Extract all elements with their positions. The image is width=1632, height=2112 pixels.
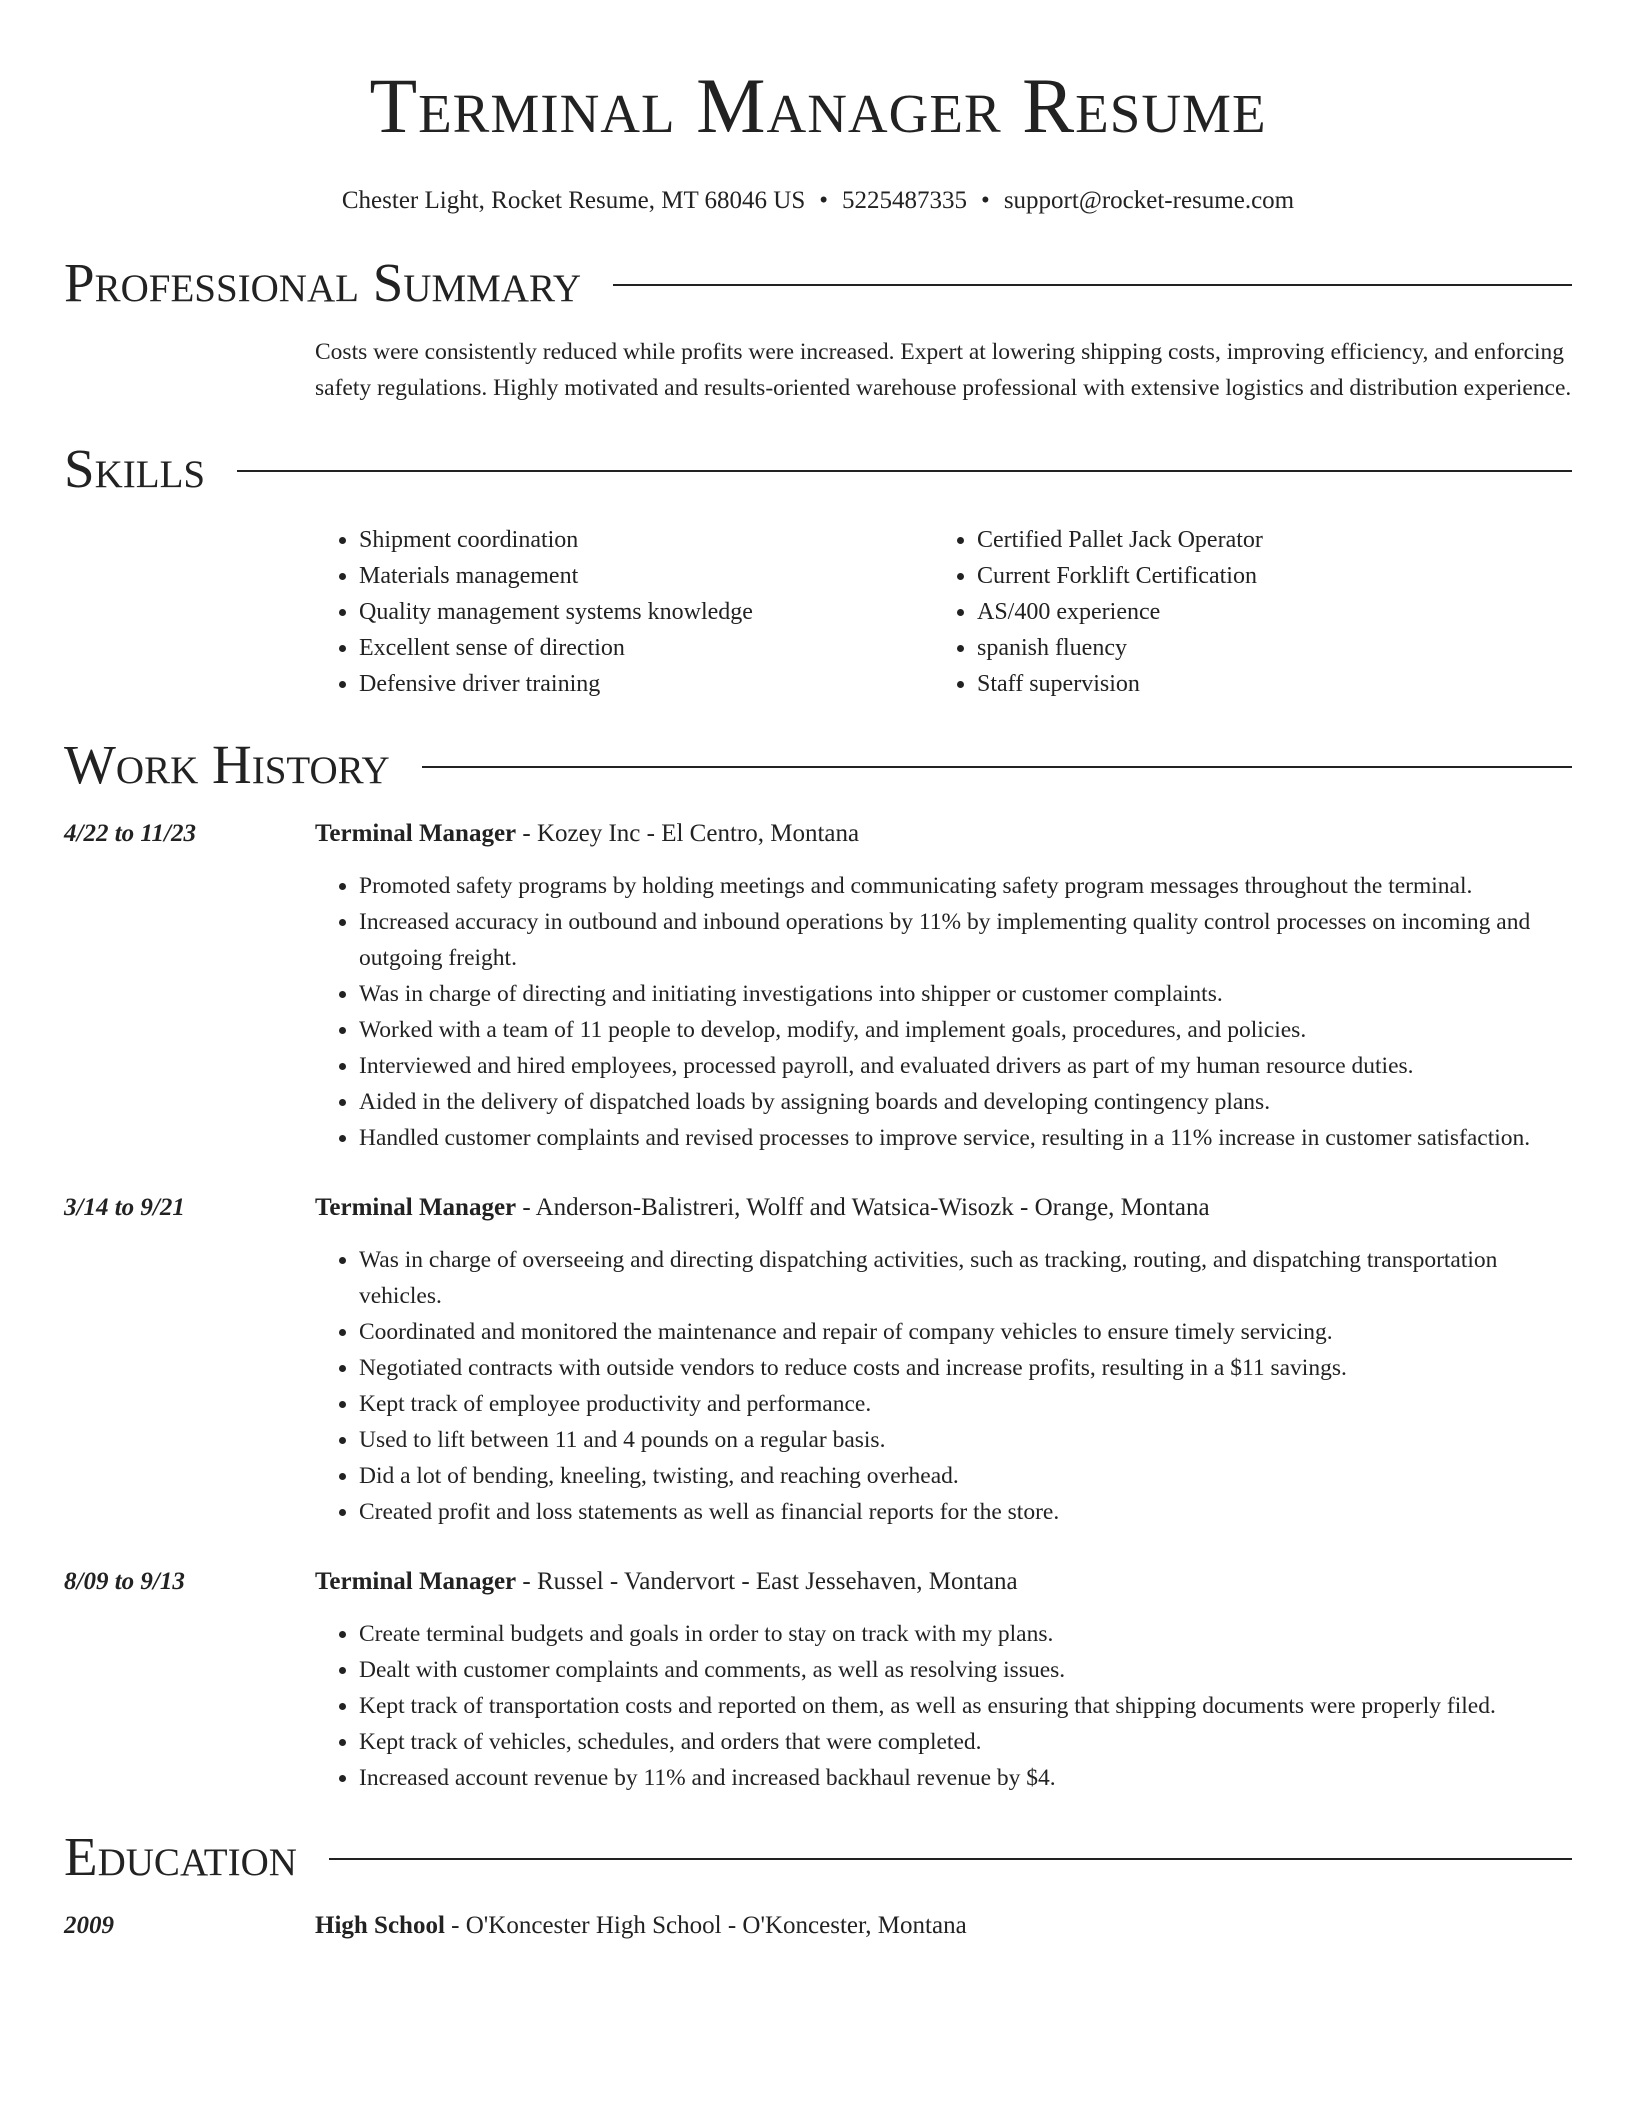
contact-separator: •: [981, 187, 990, 214]
job-title: Terminal Manager: [315, 1194, 517, 1221]
skill-item: • Excellent sense of direction: [359, 630, 933, 666]
education-entry: [64, 1908, 1572, 1944]
job-bullet: • Interviewed and hired employees, processed payroll, and evaluated drivers as part of my human resource duties.: [359, 1048, 1572, 1084]
contact-separator: •: [819, 187, 829, 214]
job-bullet: • Used to lift between 11 and 4 pounds on a regular basis.: [359, 1422, 1572, 1458]
job-details: - Anderson-Balistreri, Wolff and Watsica-Wisozk - Orange, Montana: [516, 1194, 1210, 1221]
skill-item: • Materials management: [359, 558, 933, 594]
job-bullet: • Increased accuracy in outbound and inbound operations by 11% by implementing quality control processes on incoming and outgoing freight.: [359, 904, 1572, 976]
job-bullet: • Aided in the delivery of dispatched loads by assigning boards and developing contingency plans.: [359, 1084, 1572, 1120]
education-heading: Education: [64, 1826, 297, 1887]
skills-section-header: [64, 436, 1572, 502]
section-divider: [613, 284, 1572, 286]
section-divider: [237, 470, 1572, 472]
education-year: 2009: [64, 1912, 114, 1939]
work-heading: Work History: [64, 734, 390, 795]
summary-heading: Professional Summary: [64, 252, 582, 313]
job-bullet: • Coordinated and monitored the maintenance and repair of company vehicles to ensure timely servicing.: [359, 1314, 1572, 1350]
skill-item: • spanish fluency: [977, 630, 1263, 666]
summary-section-header: [64, 250, 1572, 316]
section-divider: [422, 766, 1572, 768]
job-title-line: [315, 816, 859, 852]
skills-column-left: [315, 522, 933, 702]
job-bullet: • Dealt with customer complaints and comments, as well as resolving issues.: [359, 1652, 1572, 1688]
job-title-line: [315, 1564, 1018, 1600]
skill-item: • Current Forklift Certification: [977, 558, 1263, 594]
contact-phone: 5225487335: [842, 187, 968, 214]
job-title: Terminal Manager: [315, 1568, 517, 1595]
job-bullet: • Increased account revenue by 11% and increased backhaul revenue by $4.: [359, 1760, 1572, 1796]
education-details: - O'Koncester High School - O'Koncester, Montana: [444, 1912, 967, 1939]
job-entry: [64, 816, 1572, 1156]
job-bullet: • Promoted safety programs by holding meetings and communicating safety program messages throughout the terminal.: [359, 868, 1572, 904]
job-bullet: • Kept track of transportation costs and reported on them, as well as ensuring that shipping documents were properly filed.: [359, 1688, 1572, 1724]
job-dates: 4/22 to 11/23: [64, 820, 196, 847]
contact-address: Chester Light, Rocket Resume, MT 68046 US: [341, 187, 806, 214]
job-bullet: • Was in charge of overseeing and directing dispatching activities, such as tracking, routing, and dispatching transportation vehicles.: [359, 1242, 1572, 1314]
job-bullet: • Was in charge of directing and initiating investigations into shipper or customer complaints.: [359, 976, 1572, 1012]
job-dates: 8/09 to 9/13: [64, 1568, 185, 1595]
job-entry: [64, 1190, 1572, 1530]
job-bullet: • Did a lot of bending, kneeling, twisting, and reaching overhead.: [359, 1458, 1572, 1494]
job-bullet: • Create terminal budgets and goals in order to stay on track with my plans.: [359, 1616, 1572, 1652]
section-divider: [329, 1858, 1572, 1860]
job-bullets: [315, 1616, 1572, 1796]
job-bullet: • Handled customer complaints and revised processes to improve service, resulting in a 11% increase in customer satisfaction.: [359, 1120, 1572, 1156]
job-entry: [64, 1564, 1572, 1796]
resume-title: Terminal Manager Resume: [369, 62, 1267, 149]
job-bullets: [315, 1242, 1572, 1530]
job-header: [64, 816, 1572, 852]
job-details: - Russel - Vandervort - East Jessehaven, Montana: [516, 1568, 1018, 1595]
job-header: [64, 1190, 1572, 1226]
job-bullet: • Worked with a team of 11 people to develop, modify, and implement goals, procedures, and policies.: [359, 1012, 1572, 1048]
education-degree: High School: [315, 1912, 445, 1939]
job-bullet: • Kept track of employee productivity and performance.: [359, 1386, 1572, 1422]
job-bullet: • Created profit and loss statements as well as financial reports for the store.: [359, 1494, 1572, 1530]
contact-email[interactable]: support@rocket-resume.com: [1003, 187, 1295, 214]
work-section-header: [64, 732, 1572, 798]
skill-item: • Shipment coordination: [359, 522, 933, 558]
job-header: [64, 1564, 1572, 1600]
skill-item: • Staff supervision: [977, 666, 1263, 702]
skill-item: • Certified Pallet Jack Operator: [977, 522, 1263, 558]
skill-item: • AS/400 experience: [977, 594, 1263, 630]
skills-heading: Skills: [64, 438, 206, 499]
education-line: [315, 1908, 967, 1944]
job-bullet: • Negotiated contracts with outside vendors to reduce costs and increase profits, resulting in a $11 savings.: [359, 1350, 1572, 1386]
skill-item: • Quality management systems knowledge: [359, 594, 933, 630]
summary-text: Costs were consistently reduced while profits were increased. Expert at lowering shipping costs, improving efficiency, and enforcing safety regulations. Highly motivated and results-oriented warehouse professional with extensive logistics and distribution experience.: [315, 339, 1572, 401]
job-details: - Kozey Inc - El Centro, Montana: [516, 820, 860, 847]
contact-line: [64, 186, 1572, 216]
skills-list: [315, 522, 1572, 702]
job-title: Terminal Manager: [315, 820, 517, 847]
job-bullets: [315, 868, 1572, 1156]
education-section-header: [64, 1824, 1572, 1890]
job-bullet: • Kept track of vehicles, schedules, and orders that were completed.: [359, 1724, 1572, 1760]
job-dates: 3/14 to 9/21: [64, 1194, 185, 1221]
skills-column-right: [933, 522, 1263, 702]
job-title-line: [315, 1190, 1210, 1226]
skill-item: • Defensive driver training: [359, 666, 933, 702]
